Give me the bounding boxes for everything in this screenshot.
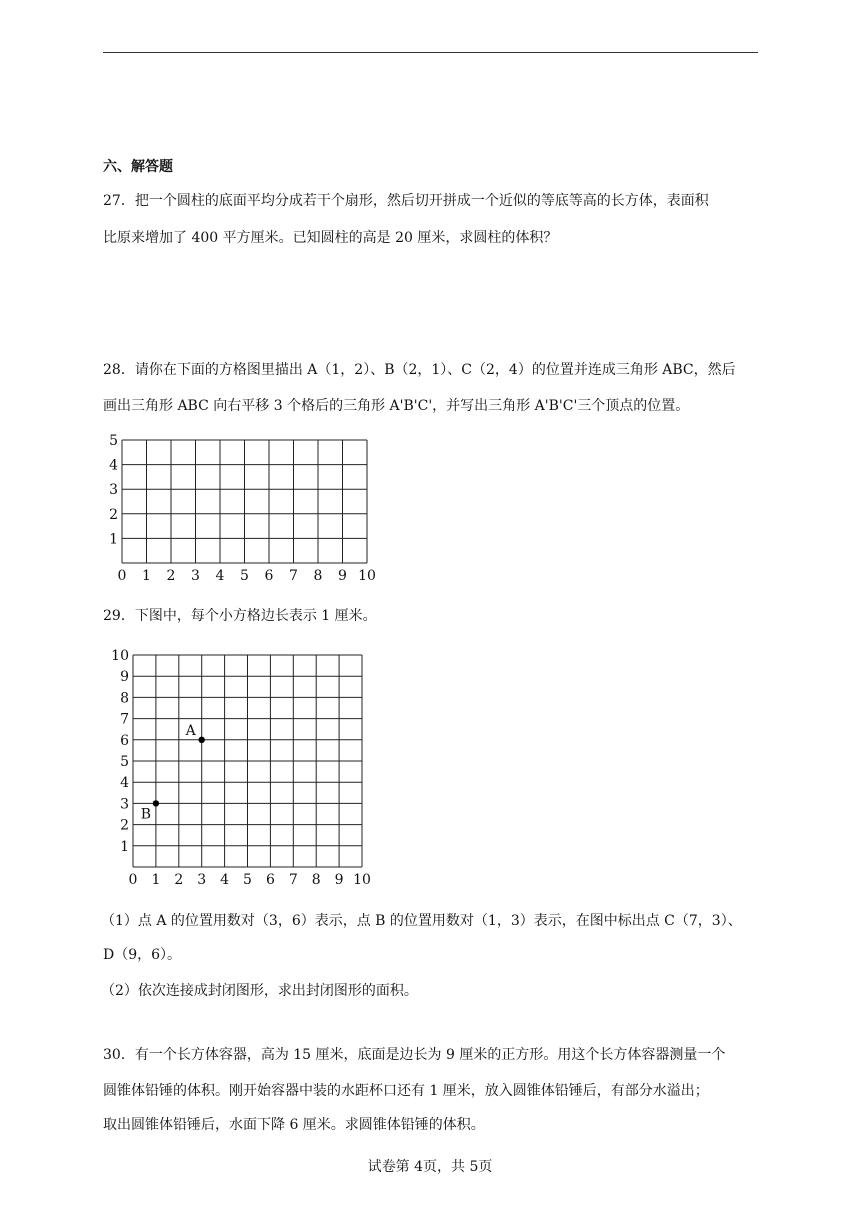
q28-y-tick-label: 5 — [109, 433, 118, 449]
q28-x-tick-label: 0 — [117, 568, 127, 584]
header-rule — [103, 52, 758, 53]
q29-y-tick-label: 10 — [111, 648, 129, 664]
q28-x-tick-label: 8 — [313, 568, 323, 584]
q27-line2: 比原来增加了 400 平方厘米。已知圆柱的高是 20 厘米，求圆柱的体积？ — [103, 230, 558, 246]
q28-x-tick-label: 7 — [289, 568, 298, 584]
q28-y-tick-label: 1 — [109, 531, 118, 548]
q29-y-tick-label: 7 — [120, 711, 129, 728]
q29-x-tick-label: 1 — [151, 872, 161, 888]
q29-x-tick-label: 0 — [128, 872, 138, 888]
q28-x-tick-label: 3 — [191, 568, 200, 584]
q29-x-tick-label: 5 — [243, 872, 252, 888]
q29-y-tick-label: 9 — [120, 669, 129, 686]
q27-line1: 27．把一个圆柱的底面平均分成若干个扇形，然后切开拼成一个近似的等底等高的长方体，表面积 — [103, 193, 709, 209]
q28-x-tick-label: 10 — [358, 568, 376, 584]
q30-line2: 圆锥体铅锤的体积。刚开始容器中装的水距杯口还有 1 厘米，放入圆锥体铅锤后，有部分水溢出； — [103, 1083, 709, 1099]
q29-y-tick-label: 2 — [120, 817, 129, 834]
q28-y-tick-label: 3 — [109, 482, 118, 499]
q29-y-tick-label: 8 — [120, 690, 129, 707]
q28-x-tick-label: 5 — [240, 568, 249, 584]
q30-line3: 取出圆锥体铅锤后，水面下降 6 厘米。求圆锥体铅锤的体积。 — [103, 1117, 485, 1133]
q28-x-tick-label: 4 — [215, 568, 225, 584]
q29-y-tick-label: 5 — [120, 754, 129, 770]
q29-x-tick-label: 10 — [353, 872, 371, 888]
q28-x-tick-label: 6 — [264, 568, 274, 584]
page-footer: 试卷第 4页，共 5页 — [367, 1159, 493, 1175]
q28-x-tick-label: 1 — [142, 568, 151, 584]
q29-x-tick-label: 6 — [265, 872, 275, 888]
q30-line1: 30．有一个长方体容器，高为 15 厘米，底面是边长为 9 厘米的正方形。用这个长方体容器测量一个 — [103, 1047, 726, 1063]
q29-x-tick-label: 4 — [220, 872, 230, 888]
q29-point-label-b: B — [140, 806, 152, 823]
q28-x-tick-label: 2 — [166, 568, 176, 584]
q29-part2: （2）依次连接成封闭图形，求出封闭图形的面积。 — [101, 983, 418, 999]
q28-x-tick-label: 9 — [338, 568, 347, 584]
q28-y-tick-label: 4 — [109, 457, 118, 474]
q29-x-tick-label: 3 — [197, 872, 207, 888]
q29-y-tick-label: 1 — [120, 838, 129, 855]
q29-x-tick-label: 7 — [288, 872, 298, 888]
q29-y-tick-label: 6 — [120, 732, 129, 749]
q29-x-tick-label: 8 — [311, 872, 321, 888]
q29-y-tick-label: 3 — [120, 796, 129, 813]
q28-y-tick-label: 2 — [109, 506, 118, 523]
q29-point-label-a: A — [185, 722, 196, 739]
q28-line2: 画出三角形 ABC 向右平移 3 个格后的三角形 A'B'C'，并写出三角形 A'B'C'三个顶点的位置。 — [103, 398, 690, 414]
q29-point-b — [153, 800, 159, 806]
q29-y-tick-label: 4 — [120, 775, 129, 792]
q28-line1: 28．请你在下面的方格图里描出 A（1，2）、B（2，1）、C（2，4）的位置并连成三角形 ABC，然后 — [103, 362, 736, 378]
q29-part1-line1: （1）点 A 的位置用数对（3，6）表示，点 B 的位置用数对（1，3）表示，在图中标出点 C（7，3）、 — [101, 913, 742, 929]
q29-x-tick-label: 2 — [174, 872, 184, 888]
q29-x-tick-label: 9 — [334, 872, 344, 888]
q29-part1-line2: D（9，6）。 — [103, 947, 182, 963]
section-title: 六、解答题 — [103, 159, 173, 175]
q29-intro: 29．下图中，每个小方格边长表示 1 厘米。 — [103, 608, 377, 624]
q29-point-a — [199, 737, 205, 743]
